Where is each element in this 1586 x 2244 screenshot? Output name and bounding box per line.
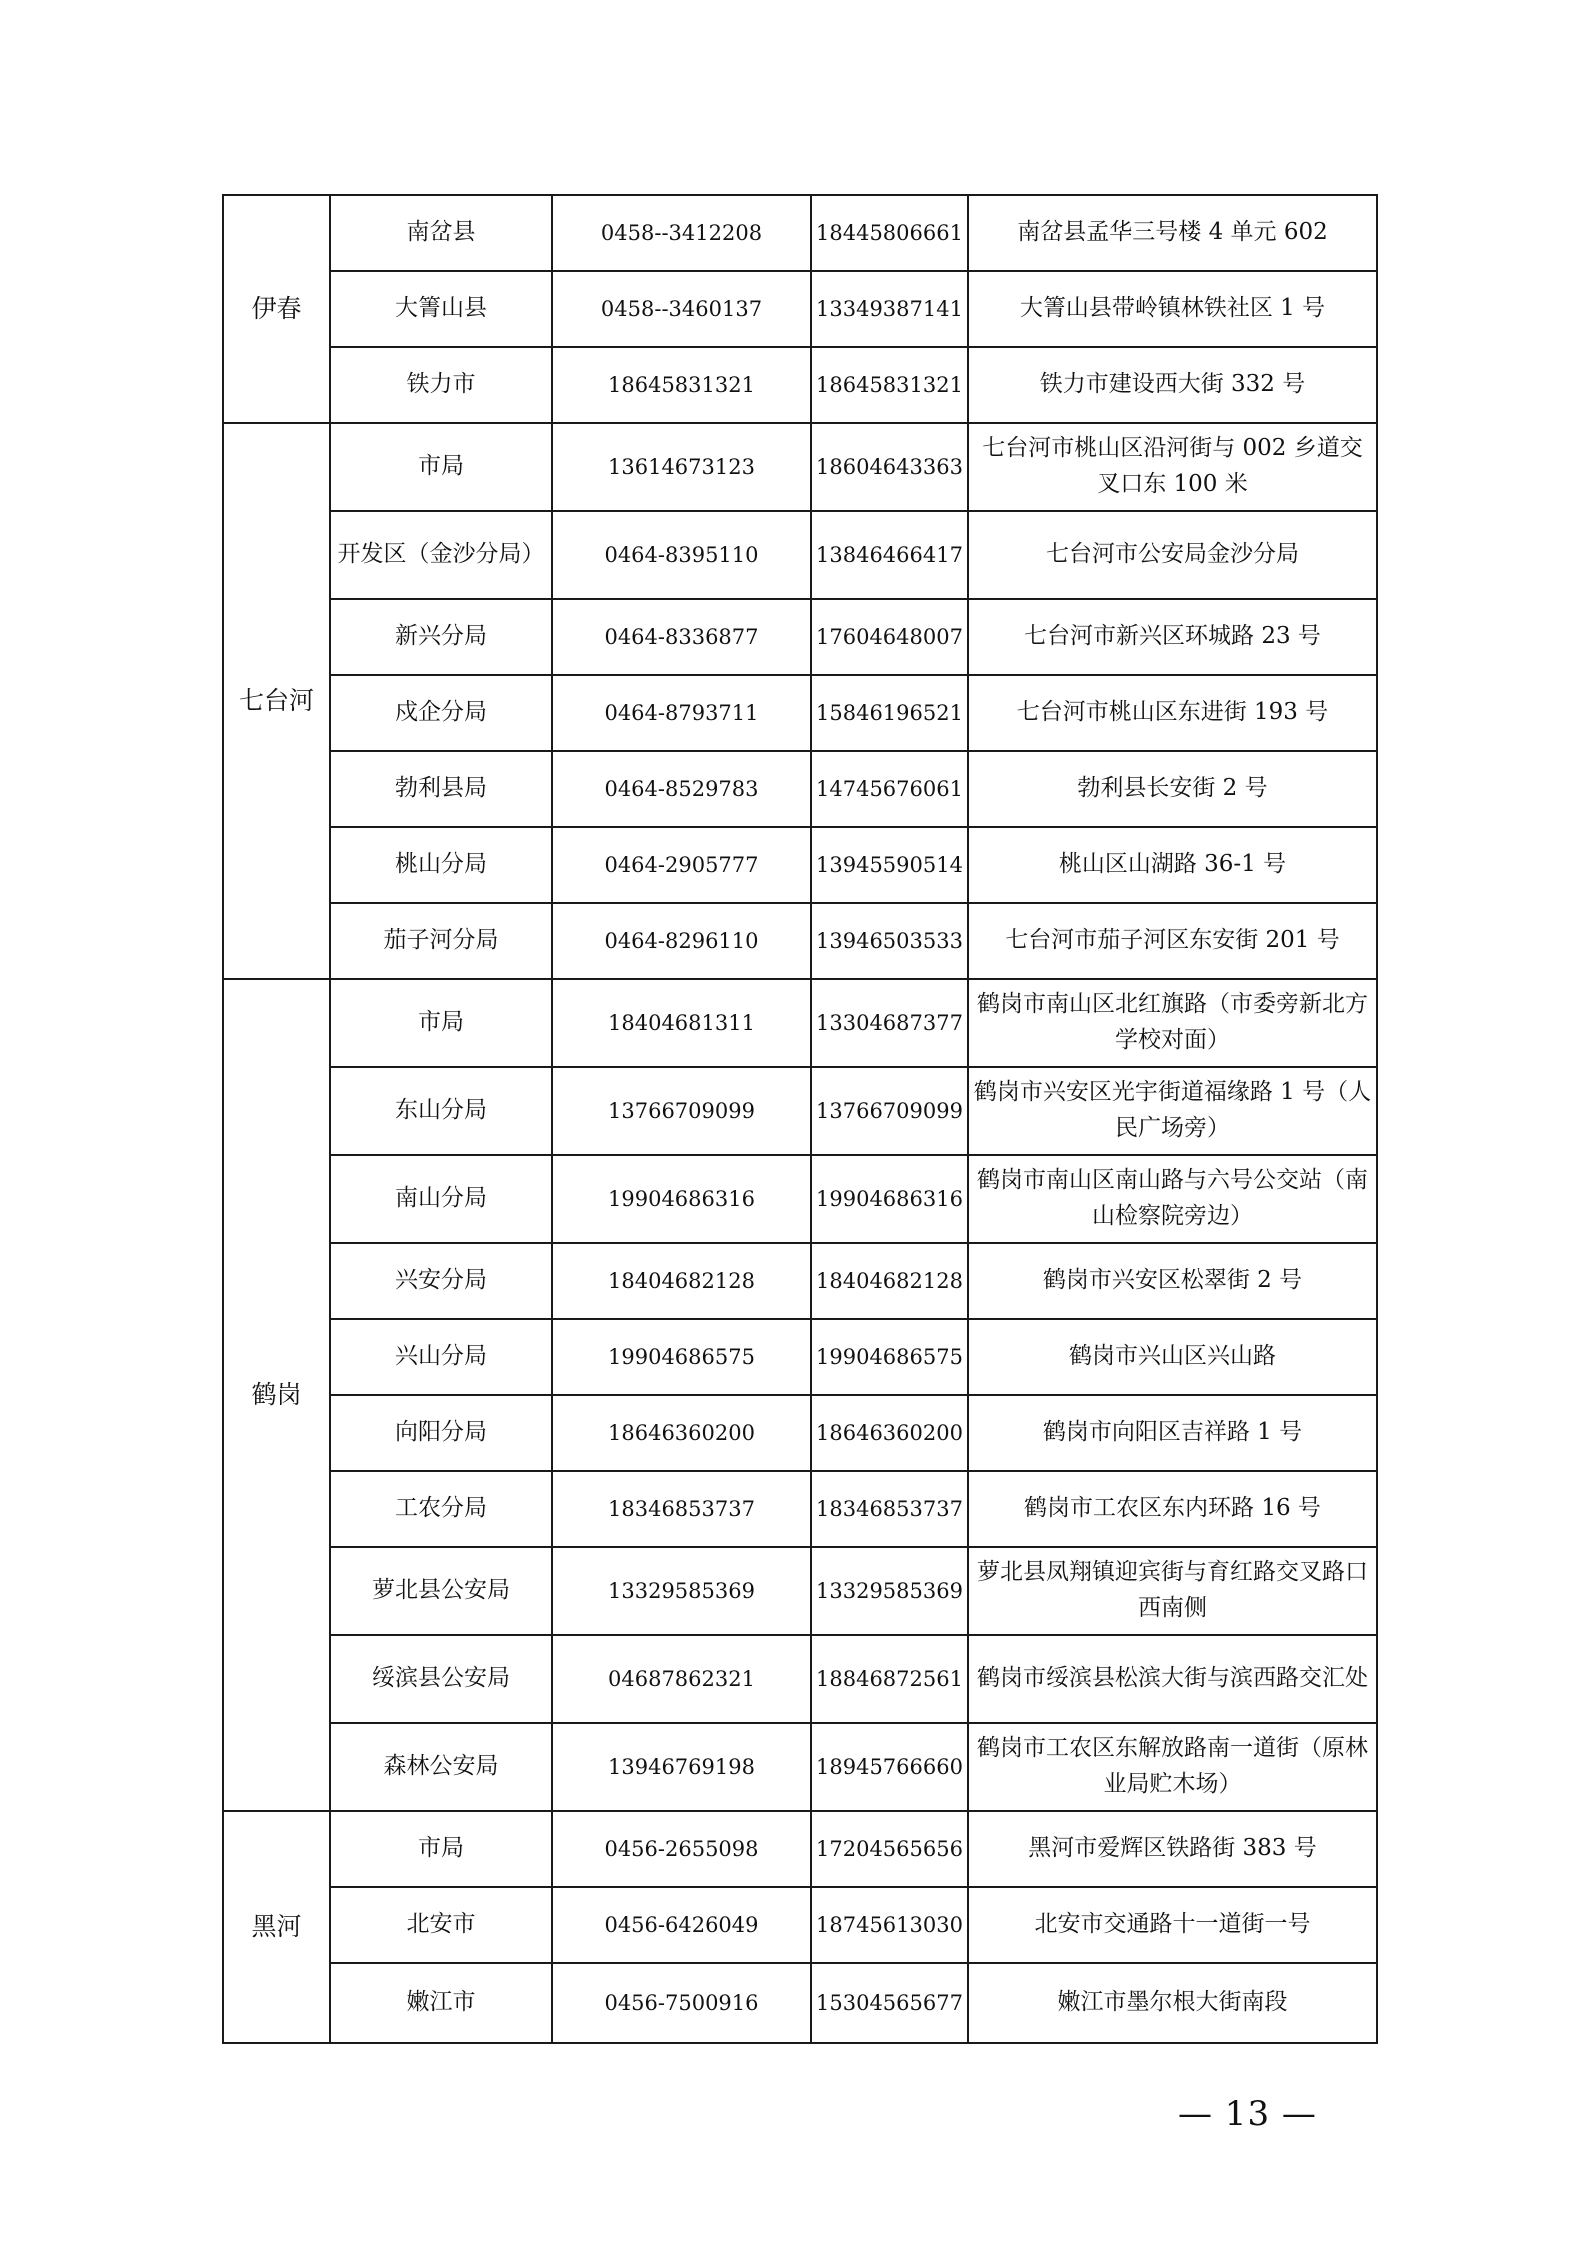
table-row [223,1067,1377,1155]
unit-cell: 向阳分局 [330,1395,552,1471]
phone-cell: 13329585369 [552,1547,811,1635]
unit-cell: 绥滨县公安局 [330,1635,552,1723]
table-row [223,599,1377,675]
phone-cell: 13614673123 [552,423,811,511]
address-cell: 七台河市桃山区沿河街与 002 乡道交叉口东 100 米 [968,423,1377,511]
mobile-cell: 18745613030 [811,1887,968,1963]
table-row [223,1811,1377,1887]
table-row [223,1963,1377,2043]
mobile-cell: 19904686575 [811,1319,968,1395]
unit-cell: 茄子河分局 [330,903,552,979]
mobile-cell: 19904686316 [811,1155,968,1243]
unit-cell: 铁力市 [330,347,552,423]
address-cell: 鹤岗市兴安区光宇街道福缘路 1 号（人民广场旁） [968,1067,1377,1155]
unit-cell: 工农分局 [330,1471,552,1547]
table-row [223,979,1377,1067]
phone-cell: 18346853737 [552,1471,811,1547]
mobile-cell: 13945590514 [811,827,968,903]
address-cell: 七台河市公安局金沙分局 [968,511,1377,599]
address-cell: 北安市交通路十一道街一号 [968,1887,1377,1963]
mobile-cell: 18945766660 [811,1723,968,1811]
table-row [223,1635,1377,1723]
mobile-cell: 15846196521 [811,675,968,751]
table-row [223,1395,1377,1471]
unit-cell: 东山分局 [330,1067,552,1155]
mobile-cell: 13329585369 [811,1547,968,1635]
address-cell: 黑河市爱辉区铁路街 383 号 [968,1811,1377,1887]
address-cell: 南岔县孟华三号楼 4 单元 602 [968,195,1377,271]
page-number: — 13 — [1178,2094,1317,2134]
table-row [223,271,1377,347]
phone-cell: 0458--3412208 [552,195,811,271]
table-row [223,1243,1377,1319]
mobile-cell: 18404682128 [811,1243,968,1319]
phone-cell: 0464-8395110 [552,511,811,599]
mobile-cell: 18645831321 [811,347,968,423]
phone-cell: 18646360200 [552,1395,811,1471]
table-row [223,1887,1377,1963]
table-row [223,511,1377,599]
address-cell: 七台河市茄子河区东安街 201 号 [968,903,1377,979]
city-cell: 七台河 [223,423,330,979]
unit-cell: 嫩江市 [330,1963,552,2043]
address-cell: 七台河市新兴区环城路 23 号 [968,599,1377,675]
phone-cell: 0456-6426049 [552,1887,811,1963]
table-row [223,1471,1377,1547]
table-row [223,675,1377,751]
unit-cell: 南山分局 [330,1155,552,1243]
unit-cell: 南岔县 [330,195,552,271]
unit-cell: 戍企分局 [330,675,552,751]
phone-cell: 0464-8793711 [552,675,811,751]
unit-cell: 森林公安局 [330,1723,552,1811]
unit-cell: 市局 [330,1811,552,1887]
mobile-cell: 13304687377 [811,979,968,1067]
unit-cell: 大箐山县 [330,271,552,347]
mobile-cell: 14745676061 [811,751,968,827]
table-row [223,1155,1377,1243]
mobile-cell: 18846872561 [811,1635,968,1723]
mobile-cell: 17204565656 [811,1811,968,1887]
phone-cell: 0456-2655098 [552,1811,811,1887]
unit-cell: 新兴分局 [330,599,552,675]
phone-cell: 04687862321 [552,1635,811,1723]
address-cell: 鹤岗市南山区北红旗路（市委旁新北方学校对面） [968,979,1377,1067]
table-row [223,827,1377,903]
address-cell: 七台河市桃山区东进街 193 号 [968,675,1377,751]
phone-cell: 19904686316 [552,1155,811,1243]
address-cell: 鹤岗市绥滨县松滨大街与滨西路交汇处 [968,1635,1377,1723]
mobile-cell: 17604648007 [811,599,968,675]
mobile-cell: 13946503533 [811,903,968,979]
mobile-cell: 13349387141 [811,271,968,347]
table-row [223,195,1377,271]
address-cell: 鹤岗市工农区东解放路南一道街（原林业局贮木场） [968,1723,1377,1811]
phone-cell: 13946769198 [552,1723,811,1811]
mobile-cell: 18346853737 [811,1471,968,1547]
phone-cell: 13766709099 [552,1067,811,1155]
address-cell: 勃利县长安街 2 号 [968,751,1377,827]
phone-cell: 0456-7500916 [552,1963,811,2043]
table-row [223,1319,1377,1395]
phone-cell: 18645831321 [552,347,811,423]
address-cell: 铁力市建设西大街 332 号 [968,347,1377,423]
phone-cell: 0464-8296110 [552,903,811,979]
table-row [223,751,1377,827]
mobile-cell: 13846466417 [811,511,968,599]
unit-cell: 桃山分局 [330,827,552,903]
address-cell: 大箐山县带岭镇林铁社区 1 号 [968,271,1377,347]
unit-cell: 兴安分局 [330,1243,552,1319]
mobile-cell: 15304565677 [811,1963,968,2043]
phone-cell: 19904686575 [552,1319,811,1395]
address-cell: 萝北县凤翔镇迎宾街与育红路交叉路口西南侧 [968,1547,1377,1635]
unit-cell: 兴山分局 [330,1319,552,1395]
address-cell: 桃山区山湖路 36-1 号 [968,827,1377,903]
phone-cell: 0458--3460137 [552,271,811,347]
phone-cell: 18404681311 [552,979,811,1067]
table-row [223,423,1377,511]
table-row [223,347,1377,423]
mobile-cell: 18646360200 [811,1395,968,1471]
address-cell: 鹤岗市向阳区吉祥路 1 号 [968,1395,1377,1471]
phone-cell: 0464-8529783 [552,751,811,827]
address-cell: 嫩江市墨尔根大街南段 [968,1963,1377,2043]
unit-cell: 萝北县公安局 [330,1547,552,1635]
table-row [223,1723,1377,1811]
phone-cell: 0464-2905777 [552,827,811,903]
mobile-cell: 18445806661 [811,195,968,271]
city-cell: 鹤岗 [223,979,330,1811]
address-cell: 鹤岗市兴山区兴山路 [968,1319,1377,1395]
city-cell: 伊春 [223,195,330,423]
city-cell: 黑河 [223,1811,330,2043]
unit-cell: 开发区（金沙分局） [330,511,552,599]
phone-cell: 0464-8336877 [552,599,811,675]
address-cell: 鹤岗市工农区东内环路 16 号 [968,1471,1377,1547]
unit-cell: 市局 [330,979,552,1067]
phone-cell: 18404682128 [552,1243,811,1319]
unit-cell: 市局 [330,423,552,511]
mobile-cell: 18604643363 [811,423,968,511]
unit-cell: 北安市 [330,1887,552,1963]
contact-table [222,194,1378,2044]
table-row [223,903,1377,979]
unit-cell: 勃利县局 [330,751,552,827]
address-cell: 鹤岗市兴安区松翠街 2 号 [968,1243,1377,1319]
address-cell: 鹤岗市南山区南山路与六号公交站（南山检察院旁边） [968,1155,1377,1243]
table-row [223,1547,1377,1635]
mobile-cell: 13766709099 [811,1067,968,1155]
